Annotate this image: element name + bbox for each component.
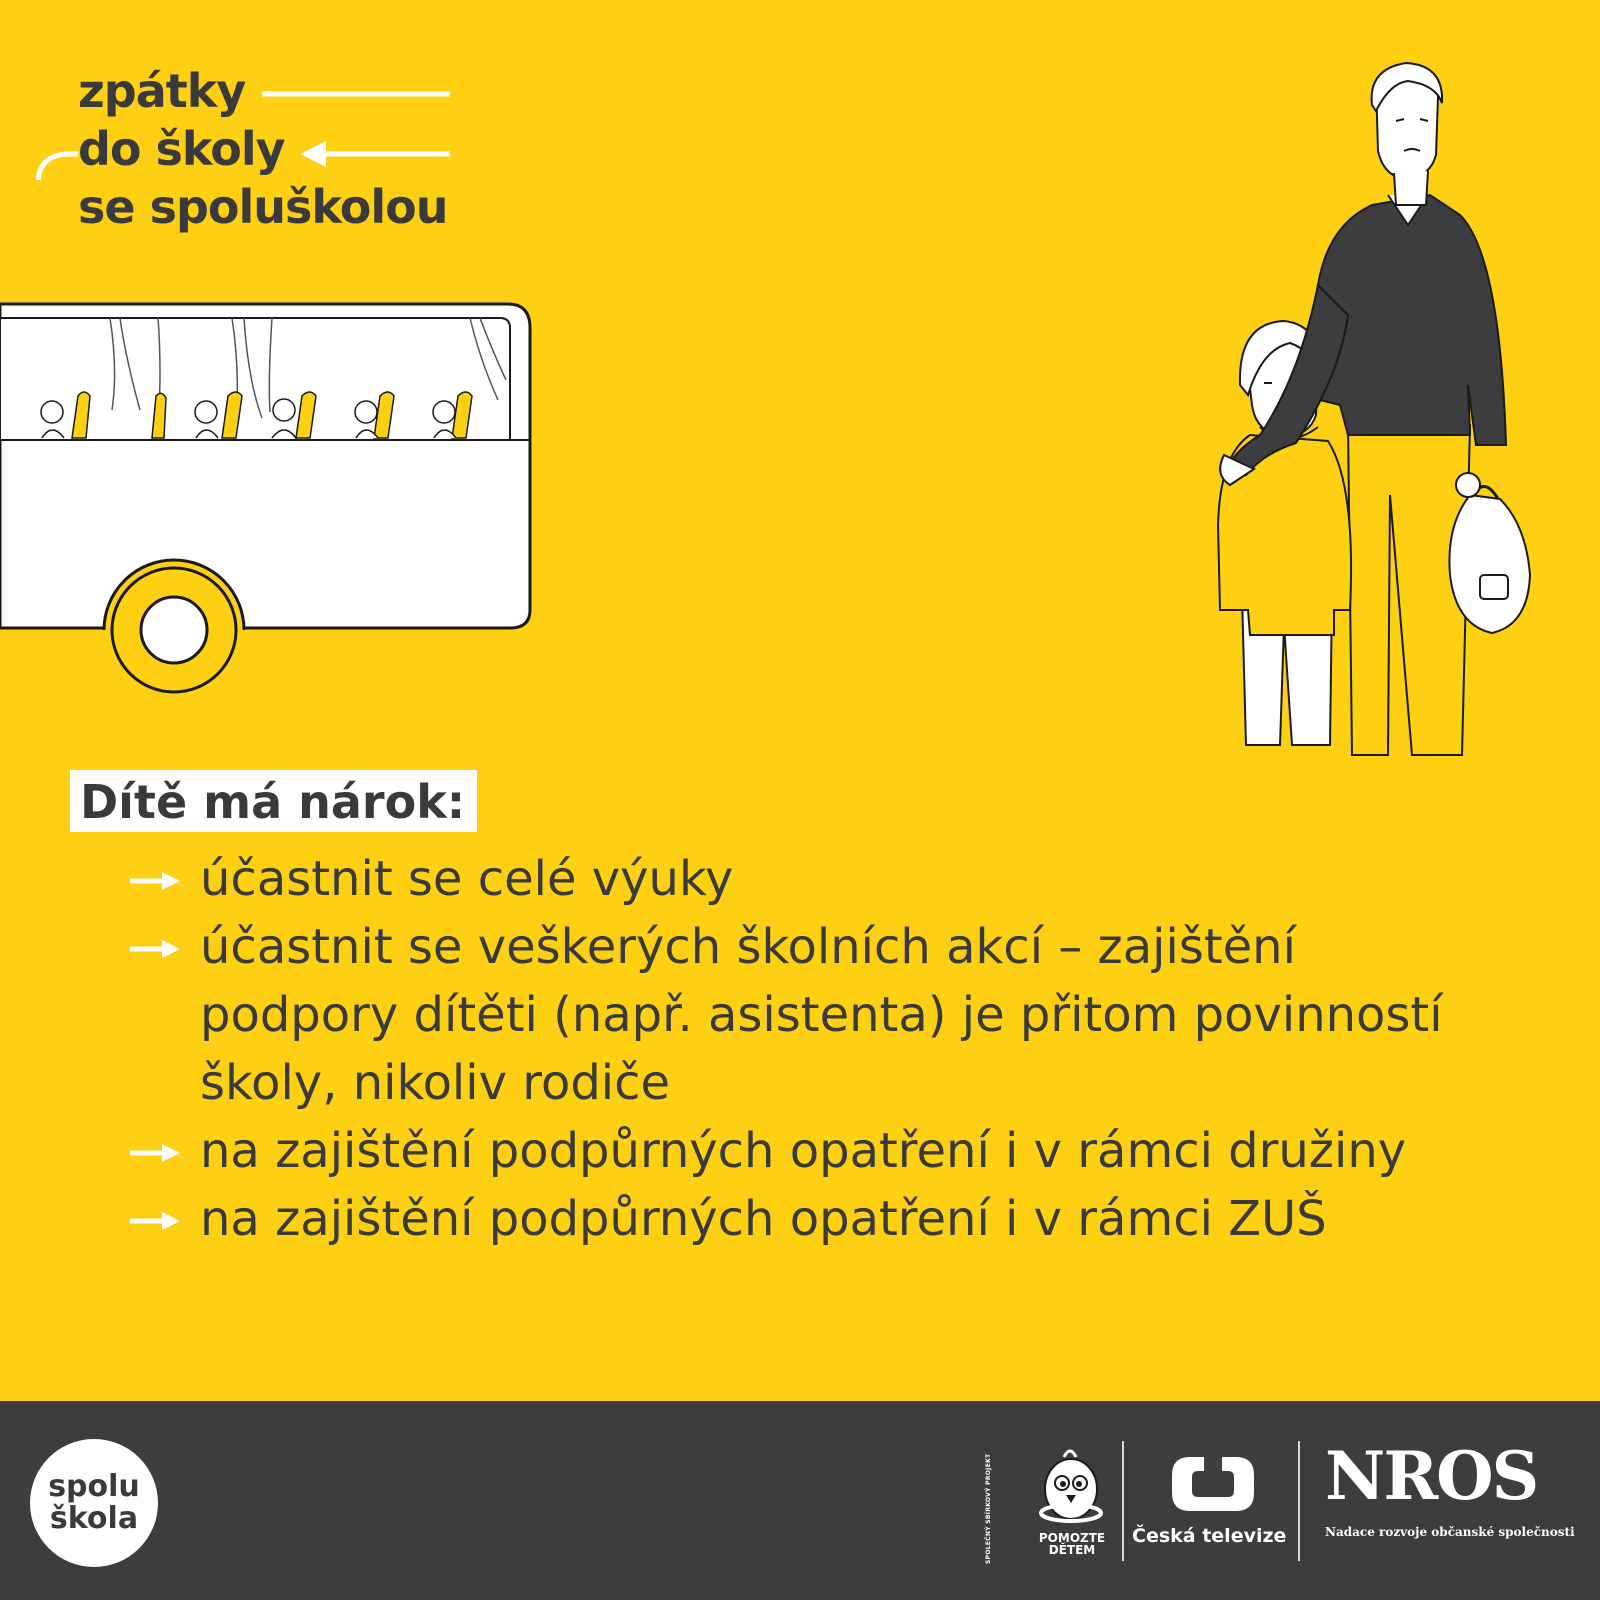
footer-divider [1298,1441,1300,1561]
ceska-televize-icon[interactable] [1168,1453,1258,1515]
footer [0,1401,1600,1600]
ceska-televize-logo[interactable]: Česká televize [1132,1525,1287,1547]
loop-arrow-icon [0,0,450,180]
list-item-line: účastnit se celé výuky [200,851,734,907]
list-item-line: školy, nikoliv rodiče [200,1055,671,1111]
list-item [130,845,1570,913]
pomozte-detem-tagline: SPOLEČNÝ SBÍRKOVÝ PROJEKT [985,1453,992,1564]
list-item-line: účastnit se veškerých školních akcí – zajištění [200,919,1296,975]
nros-subtitle: Nadace rozvoje občanské společnosti [1325,1525,1575,1539]
school-bus-illustration [0,300,540,700]
arrow-right-icon [130,871,180,891]
title-line-2: do školy [78,122,285,176]
list-item [130,913,1570,1117]
list-item-line: na zajištění podpůrných opatření i v rámci ZUŠ [200,1191,1327,1247]
rights-list [130,845,1570,1253]
rights-heading: Dítě má nárok: [70,770,477,832]
pomozte-detem-logo[interactable]: POMOZTE DĚTEM [1038,1531,1106,1557]
title-line-1: zpátky [78,64,246,118]
arrow-right-icon [130,939,180,959]
list-item [130,1117,1570,1185]
list-item-line: podpory dítěti (např. asistenta) je přitom povinností [200,987,1443,1043]
nros-logo[interactable]: NROS [1325,1437,1538,1515]
parent-child-illustration [1200,55,1600,775]
spoluskola-logo[interactable] [30,1439,158,1567]
arrow-right-icon [130,1143,180,1163]
spoluskola-logo-line-1: spolu [48,1469,140,1504]
campaign-title [78,62,447,236]
title-line-3: se spoluškolou [78,180,448,234]
list-item-line: na zajištění podpůrných opatření i v rámci družiny [200,1123,1407,1179]
list-item [130,1185,1570,1253]
spoluskola-logo-line-2: škola [49,1501,139,1536]
arrow-right-icon [130,1211,180,1231]
footer-divider [1122,1441,1124,1561]
kuře-mascot-icon[interactable] [1026,1437,1116,1527]
